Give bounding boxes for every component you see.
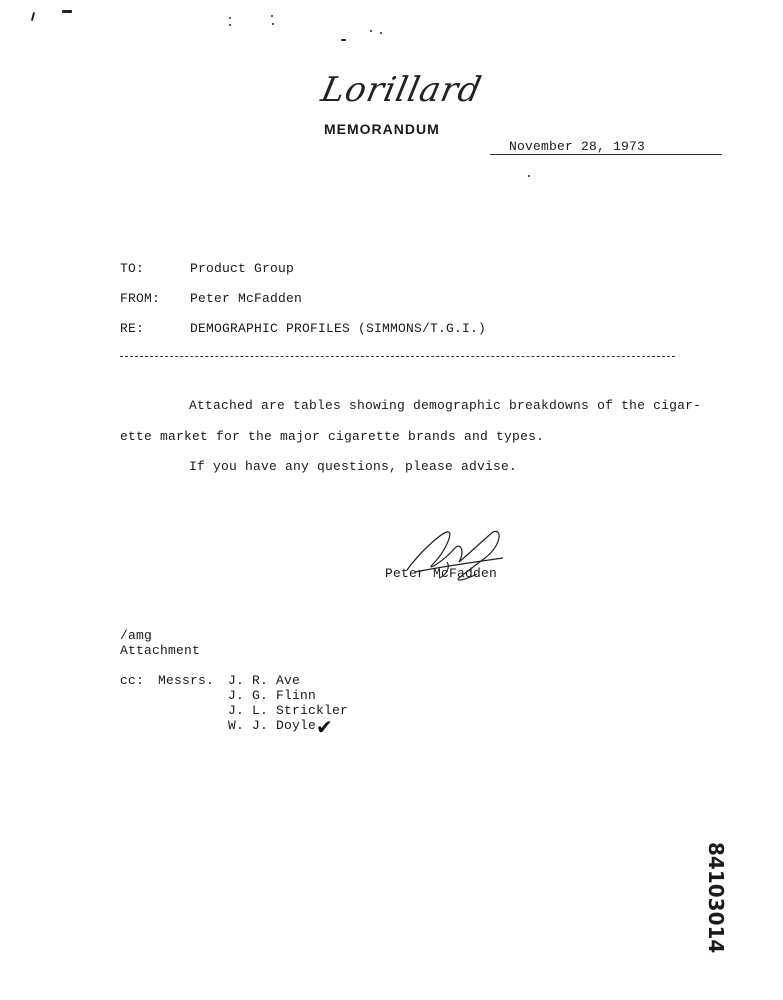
stray-mark bbox=[380, 32, 382, 34]
memo-date: November 28, 1973 bbox=[509, 139, 646, 154]
re-label: RE: bbox=[120, 321, 145, 336]
re-value: DEMOGRAPHIC PROFILES (SIMMONS/T.G.I.) bbox=[190, 321, 487, 336]
cc-recipient: J. G. Flinn bbox=[228, 688, 317, 703]
stray-mark bbox=[271, 15, 273, 17]
to-value: Product Group bbox=[190, 261, 295, 276]
document-id: 84103014 bbox=[704, 842, 728, 954]
to-label: TO: bbox=[120, 261, 145, 276]
stray-mark bbox=[62, 10, 72, 13]
header-divider bbox=[120, 356, 675, 357]
stray-mark bbox=[272, 23, 274, 25]
stray-mark bbox=[341, 39, 346, 41]
stray-mark bbox=[31, 12, 35, 21]
cc-prefix: Messrs. bbox=[158, 673, 215, 688]
date-underline bbox=[490, 154, 722, 155]
company-logo: Lorillard bbox=[317, 70, 486, 110]
cc-recipient: J. R. Ave bbox=[228, 673, 301, 688]
from-row bbox=[120, 291, 302, 306]
body-paragraph-1-line-1: Attached are tables showing demographic breakdowns of the cigar- bbox=[189, 398, 702, 413]
memo-title: MEMORANDUM bbox=[324, 121, 440, 137]
stray-mark bbox=[229, 17, 231, 19]
checkmark-icon: ✔ bbox=[316, 715, 333, 739]
cc-label: cc: bbox=[120, 673, 145, 688]
body-paragraph-2: If you have any questions, please advise. bbox=[189, 459, 518, 474]
handwritten-signature bbox=[385, 522, 525, 592]
re-row bbox=[120, 321, 486, 336]
stray-mark bbox=[370, 30, 372, 32]
cc-recipient: J. L. Strickler bbox=[228, 703, 349, 718]
stray-mark bbox=[229, 24, 231, 26]
signature-name: Peter McFadden bbox=[385, 566, 498, 581]
typist-initials: /amg bbox=[120, 628, 153, 643]
body-paragraph-1-line-2: ette market for the major cigarette brands and types. bbox=[120, 429, 545, 444]
from-value: Peter McFadden bbox=[190, 291, 303, 306]
to-row bbox=[120, 261, 294, 276]
attachment-note: Attachment bbox=[120, 643, 201, 658]
stray-mark bbox=[528, 175, 530, 177]
from-label: FROM: bbox=[120, 291, 161, 306]
cc-recipient: W. J. Doyle bbox=[228, 718, 317, 733]
